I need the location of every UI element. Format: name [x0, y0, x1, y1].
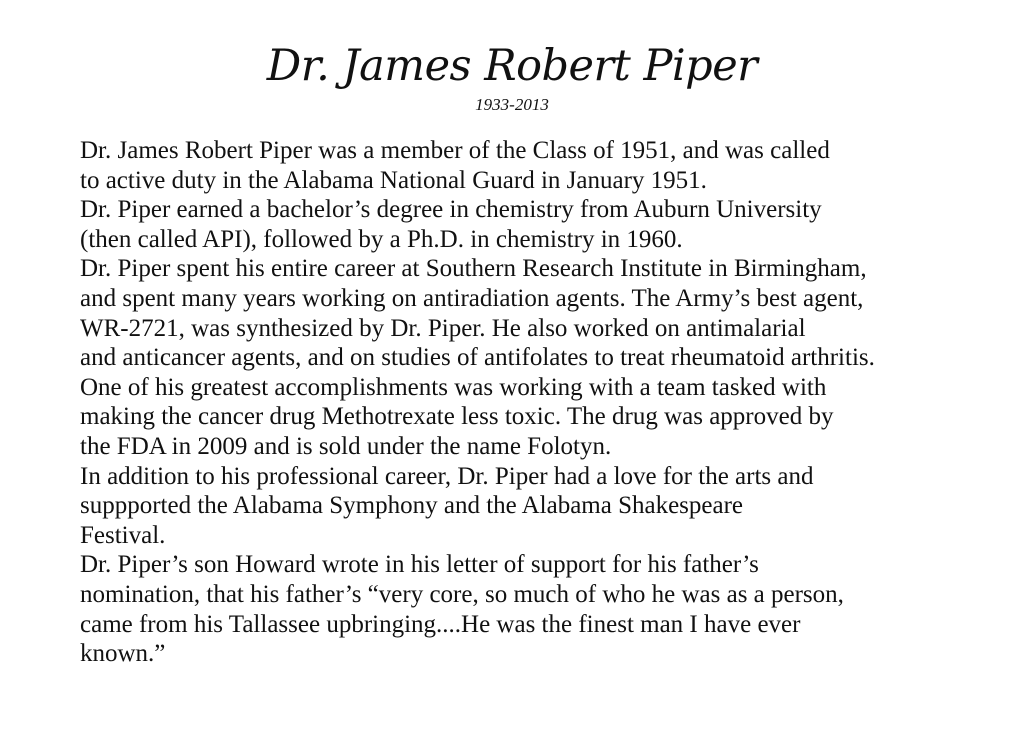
biography-text	[80, 136, 1020, 669]
text-line: nomination, that his father’s “very core, so much of who he was as a person,	[80, 580, 844, 608]
text-line: the FDA in 2009 and is sold under the name Folotyn.	[80, 432, 612, 460]
text-line: Dr. Piper spent his entire career at Southern Research Institute in Birmingham,	[80, 255, 867, 283]
text-line: making the cancer drug Methotrexate less toxic. The drug was approved by	[80, 403, 834, 431]
text-line: suppported the Alabama Symphony and the Alabama Shakespeare	[80, 492, 744, 520]
text-line: Festival.	[80, 521, 166, 549]
text-line: came from his Tallassee upbringing....He was the finest man I have ever	[80, 610, 801, 638]
text-line: and anticancer agents, and on studies of antifolates to treat rheumatoid arthritis.	[80, 344, 875, 372]
text-line: known.”	[80, 640, 166, 668]
text-line: WR-2721, was synthesized by Dr. Piper. He also worked on antimalarial	[80, 314, 806, 342]
text-line: and spent many years working on antiradiation agents. The Army’s best agent,	[80, 284, 864, 312]
life-dates: 1933-2013	[475, 95, 549, 114]
text-line: In addition to his professional career, Dr. Piper had a love for the arts and	[80, 462, 814, 490]
text-line: (then called API), followed by a Ph.D. in chemistry in 1960.	[80, 225, 683, 253]
text-line: to active duty in the Alabama National Guard in January 1951.	[80, 166, 707, 194]
text-line: Dr. James Robert Piper was a member of the Class of 1951, and was called	[80, 137, 830, 164]
page-title: Dr. James Robert Piper	[266, 41, 758, 91]
text-line: Dr. Piper’s son Howard wrote in his letter of support for his father’s	[80, 551, 759, 579]
text-line: One of his greatest accomplishments was working with a team tasked with	[80, 373, 827, 401]
text-line: Dr. Piper earned a bachelor’s degree in chemistry from Auburn University	[80, 196, 822, 224]
